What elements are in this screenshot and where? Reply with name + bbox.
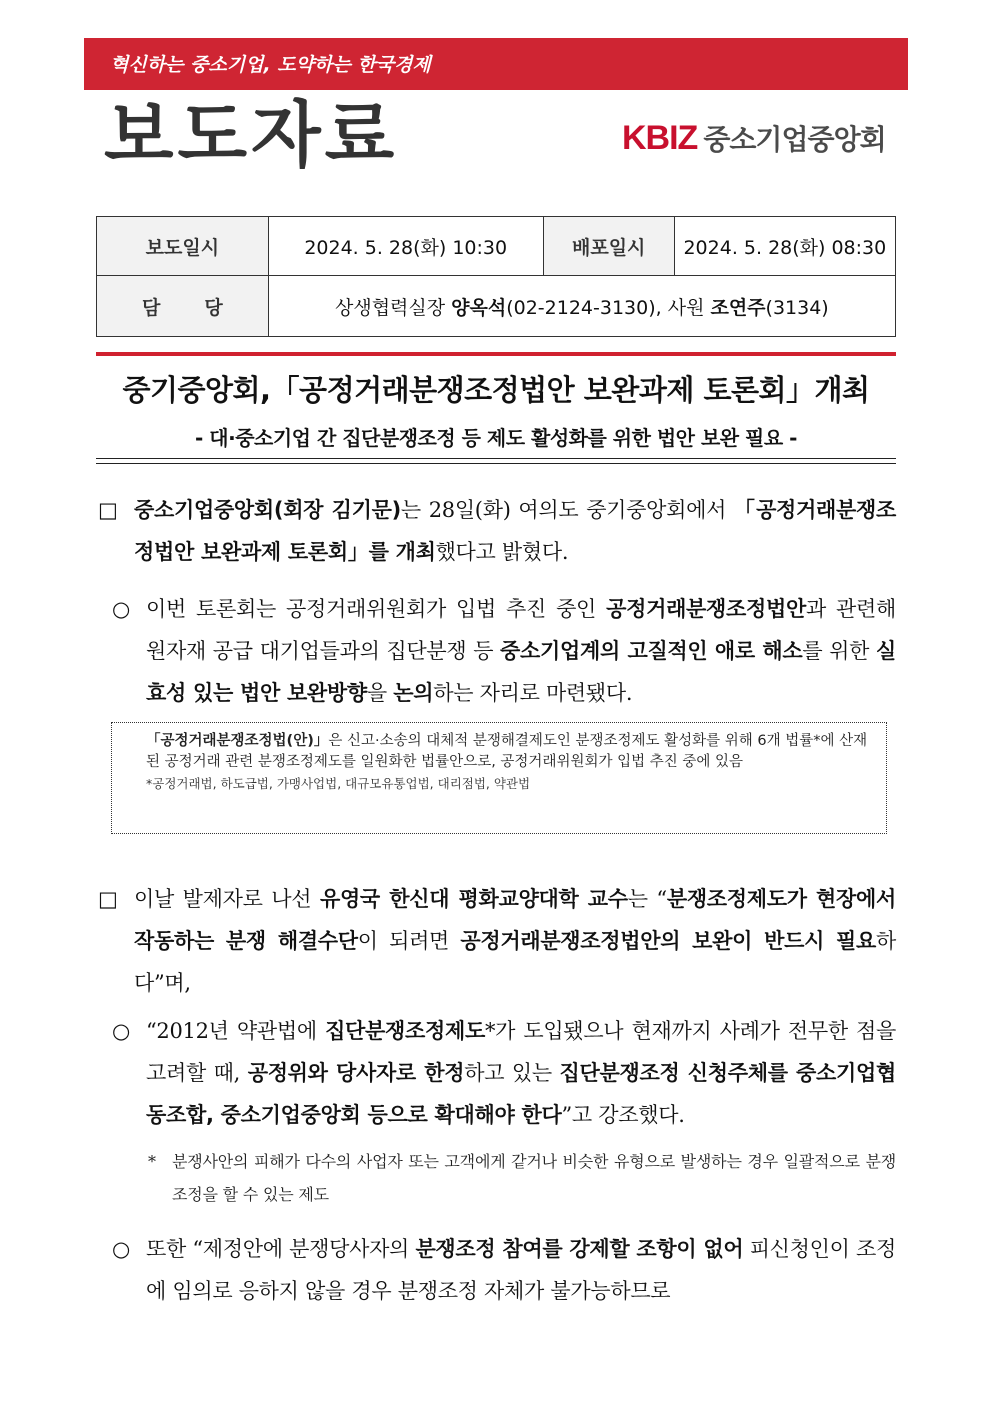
headline-title: 중기중앙회,「공정거래분쟁조정법안 보완과제 토론회」개최 xyxy=(122,373,870,407)
kbiz-logo xyxy=(622,118,886,158)
paragraph-5 xyxy=(146,1228,896,1312)
emphasis-text: 집단분쟁조정 신청주체를 중소기업협동조합, 중소기업중앙회 등으로 확대해야 한다 xyxy=(146,1061,896,1127)
definition-note-box xyxy=(111,722,887,834)
headline-divider xyxy=(96,352,896,356)
contact-ext: (3134) xyxy=(765,296,829,319)
body-text: 또한 “제정안에 분쟁당사자의 xyxy=(146,1237,416,1261)
body-text: 이날 발제자로 나선 xyxy=(134,887,320,911)
release-date-label: 보도일시 xyxy=(97,217,269,276)
body-text: 을 xyxy=(366,681,394,705)
contact-value xyxy=(268,276,895,337)
contact-name-2: 조연주 xyxy=(710,296,766,319)
distribute-date-value: 2024. 5. 28(화) 08:30 xyxy=(674,217,895,276)
emphasis-text: 공정거래분쟁조정법안의 보완이 반드시 필요 xyxy=(460,929,876,953)
logo-mark: KBIZ xyxy=(622,119,698,157)
emphasis-text: 집단분쟁조정제도 xyxy=(325,1019,485,1043)
contact-phone: (02-2124-3130), 사원 xyxy=(506,296,711,319)
emphasis-text: 공정위와 당사자로 한정 xyxy=(247,1061,465,1085)
circle-bullet: ○ xyxy=(112,1237,131,1261)
emphasis-text: 중소기업계의 고질적인 애로 해소 xyxy=(500,639,803,663)
paragraph-4-footnote: 분쟁사안의 피해가 다수의 사업자 또는 고객에게 같거나 비슷한 유형으로 발생하는 경우 일괄적으로 분쟁조정을 할 수 있는 제도 xyxy=(172,1152,896,1204)
contact-name-1: 양옥석 xyxy=(451,296,507,319)
body-text: 하다”며, xyxy=(134,929,896,995)
body-text: *가 도입됐으나 현재까지 사례가 전무한 점을 고려할 때, xyxy=(146,1019,896,1085)
contact-label xyxy=(97,276,269,337)
emphasis-text: 분쟁조정제도가 현장에서 작동하는 분쟁 해결수단 xyxy=(134,887,896,953)
body-text: 피신청인이 조정에 임의로 응하지 않을 경우 분쟁조정 자체가 불가능하므로 xyxy=(146,1237,896,1303)
body-text: 과 관련해 원자재 공급 대기업들과의 집단분쟁 등 xyxy=(146,597,896,663)
double-rule-bottom xyxy=(96,463,896,464)
body-text: 하는 자리로 마련됐다. xyxy=(433,681,633,705)
paragraph-3 xyxy=(134,878,896,1004)
contact-label-text: 담당 xyxy=(142,296,267,319)
note-box-desc: 은 신고·소송의 대체적 분쟁해결제도인 분쟁조정제도 활성화를 위해 6개 법률*에 산재된 공정거래 관련 분쟁조정제도를 일원화한 법률안으로, 공정거래위원회가 입법 추진 중에 있음 xyxy=(146,733,868,770)
body-text: 이 되려면 xyxy=(357,929,461,953)
double-rule-top xyxy=(96,458,896,459)
body-text: 이번 토론회는 공정거래위원회가 입법 추진 중인 xyxy=(146,597,607,621)
note-box-footnote: *공정거래법, 하도급법, 가맹사업법, 대규모유통업법, 대리점법, 약관법 xyxy=(146,776,531,791)
square-bullet: □ xyxy=(98,498,118,522)
body-text: 했다고 밝혔다. xyxy=(435,540,569,564)
paragraph-2 xyxy=(146,588,896,714)
body-text: 를 위한 xyxy=(802,639,876,663)
release-date-value: 2024. 5. 28(화) 10:30 xyxy=(268,217,543,276)
emphasis-text: 유영국 한신대 평화교양대학 교수 xyxy=(319,887,628,911)
slogan-text: 혁신하는 중소기업, 도약하는 한국경제 xyxy=(110,54,431,76)
emphasis-text: 중소기업중앙회(회장 김기문) xyxy=(134,498,401,522)
circle-bullet: ○ xyxy=(112,597,131,621)
square-bullet: □ xyxy=(98,887,118,911)
note-box-term: 「공정거래분쟁조정법(안)」 xyxy=(146,733,329,749)
headline-subtitle: - 대·중소기업 간 집단분쟁조정 등 제도 활성화를 위한 법안 보완 필요 - xyxy=(195,426,797,450)
release-row xyxy=(97,217,896,276)
note-box-text xyxy=(146,731,872,773)
release-info-table xyxy=(96,216,896,337)
body-text: 는 28일(화) 여의도 중기중앙회에서 xyxy=(400,498,734,522)
slogan-banner xyxy=(84,38,908,90)
emphasis-text: 논의 xyxy=(393,681,434,705)
emphasis-text: 실효성 있는 법안 보완방향 xyxy=(146,639,896,705)
paragraph-1 xyxy=(134,489,896,573)
emphasis-text: 분쟁조정 참여를 강제할 조항이 없어 xyxy=(415,1237,744,1261)
emphasis-text: 「공정거래분쟁조정법안 보완과제 토론회」를 개최 xyxy=(134,498,896,564)
body-text: “2012년 약관법에 xyxy=(146,1019,326,1043)
body-text: 하고 있는 xyxy=(464,1061,560,1085)
distribute-date-label: 배포일시 xyxy=(543,217,674,276)
contact-row xyxy=(97,276,896,337)
footnote-mark: * xyxy=(148,1152,156,1171)
contact-dept: 상생협력실장 xyxy=(334,296,452,319)
body-text: 는 “ xyxy=(627,887,667,911)
document-type-title: 보도자료 xyxy=(104,93,399,177)
emphasis-text: 공정거래분쟁조정법안 xyxy=(606,597,806,621)
body-text: ”고 강조했다. xyxy=(561,1103,685,1127)
paragraph-4 xyxy=(146,1010,896,1136)
logo-name: 중소기업중앙회 xyxy=(703,123,886,156)
circle-bullet: ○ xyxy=(112,1019,131,1043)
